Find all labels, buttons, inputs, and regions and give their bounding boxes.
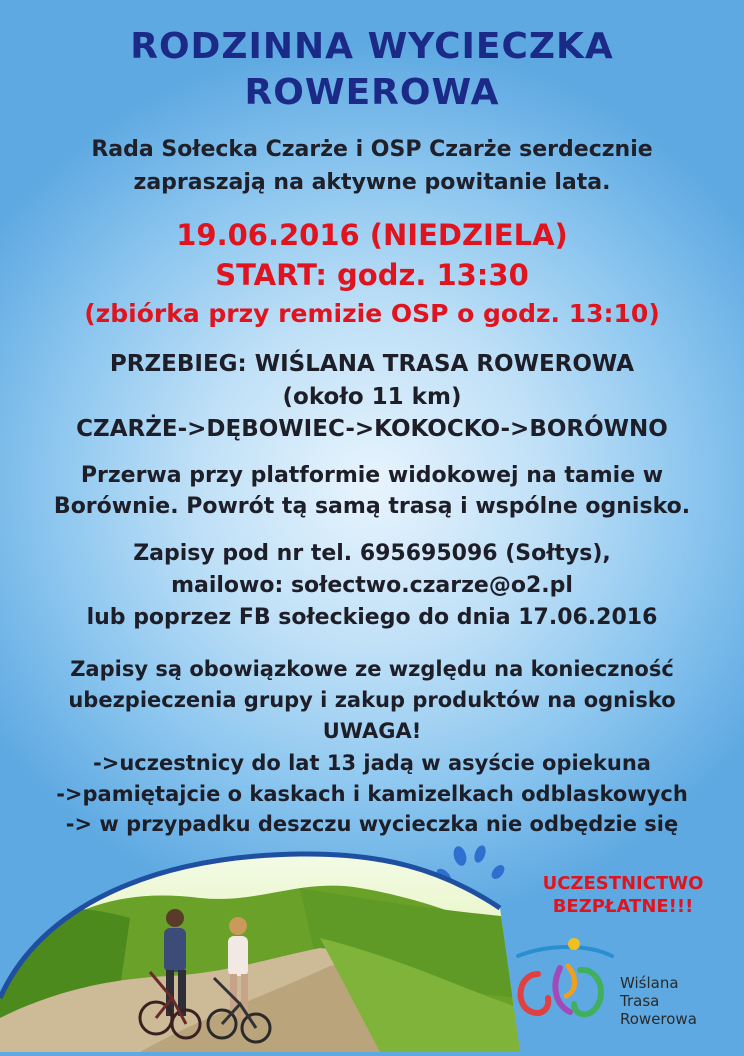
intro-line-2: zapraszają na aktywne powitanie lata. (133, 170, 611, 195)
obligation-line-1: Zapisy są obowiązkowe ze względu na konieczność (70, 657, 674, 681)
bike-route-logo-icon (508, 934, 620, 1030)
break-info-line-1: Przerwa przy platformie widokowej na tamie w (80, 463, 664, 488)
break-info-line-2: Borównie. Powrót tą samą trasą i wspólne ognisko. (53, 494, 691, 519)
intro-line-1: Rada Sołecka Czarże i OSP Czarże serdecznie (91, 137, 653, 162)
signup-line-3: lub poprzez FB sołeckiego do dnia 17.06.2016 (86, 605, 658, 630)
event-gathering: (zbiórka przy remizie OSP o godz. 13:10) (84, 299, 660, 328)
signup-line-2: mailowo: sołectwo.czarze@o2.pl (171, 573, 573, 598)
event-start-time: START: godz. 13:30 (215, 258, 529, 292)
signup-line-1: Zapisy pod nr tel. 695695096 (Sołtys), (133, 541, 611, 566)
obligation-line-2: ubezpieczenia grupy i zakup produktów na ognisko (68, 688, 676, 712)
title-line-1: RODZINNA WYCIECZKA (130, 26, 614, 67)
badge-line-2: BEZPŁATNE!!! (552, 896, 694, 917)
cyclists-photo (0, 848, 520, 1052)
route-path: CZARŻE->DĘBOWIEC->KOKOCKO->BORÓWNO (76, 416, 668, 442)
title-line-2: ROWEROWA (244, 72, 500, 113)
event-date: 19.06.2016 (NIEDZIELA) (176, 218, 568, 252)
warning-item-2: ->pamiętajcie o kaskach i kamizelkach odblaskowych (56, 782, 688, 806)
bike-route-logo-text (620, 974, 697, 1028)
badge-line-1: UCZESTNICTWO (542, 873, 704, 894)
warning-item-3: -> w przypadku deszczu wycieczka nie odbędzie się (65, 812, 679, 836)
route-distance: (około 11 km) (282, 384, 462, 410)
warning-heading: UWAGA! (322, 719, 422, 743)
logo-line-1: Wiślana (620, 974, 679, 992)
free-participation-badge (510, 872, 736, 918)
warning-item-1: ->uczestnicy do lat 13 jadą w asyście opiekuna (93, 751, 651, 775)
logo-line-3: Rowerowa (620, 1010, 697, 1028)
route-heading: PRZEBIEG: WIŚLANA TRASA ROWEROWA (109, 351, 635, 377)
logo-line-2: Trasa (620, 992, 660, 1010)
